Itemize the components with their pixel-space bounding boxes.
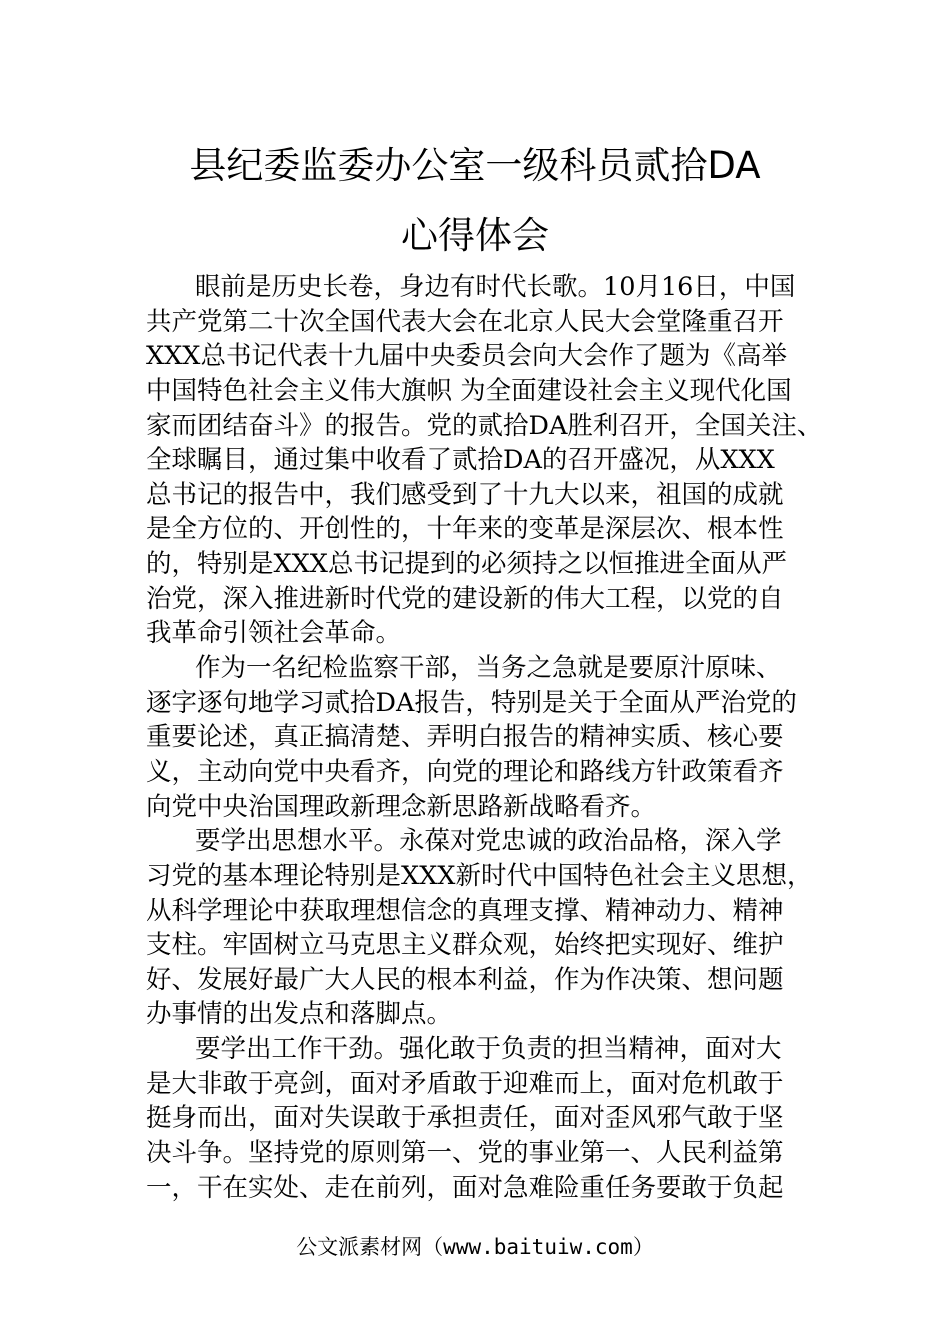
paragraph-line: 的，特别是XXX总书记提到的必须持之以恒推进全面从严 (146, 549, 787, 580)
paragraph-line: 一，干在实处、走在前列，面对急难险重任务要敢于负起 (146, 1172, 784, 1203)
paragraph-line: 从科学理论中获取理想信念的真理支撑、精神动力、精神 (146, 895, 784, 926)
paragraph-line: 要学出工作干劲。强化敢于负责的担当精神，面对大 (195, 1034, 782, 1065)
paragraph-line: 共产党第二十次全国代表大会在北京人民大会堂隆重召开 (146, 306, 784, 337)
paragraph-line: 重要论述，真正搞清楚、弄明白报告的精神实质、核心要 (146, 722, 784, 753)
paragraph-line: 眼前是历史长卷，身边有时代长歌。10月16日，中国 (195, 272, 796, 302)
paragraph-line: 向党中央治国理政新理念新思路新战略看齐。 (146, 791, 657, 822)
paragraph-line: 作为一名纪检监察干部，当务之急就是要原汁原味、 (195, 653, 782, 684)
paragraph-line: 挺身而出，面对失误敢于承担责任，面对歪风邪气敢于坚 (146, 1103, 784, 1134)
paragraph-line: 中国特色社会主义伟大旗帜 为全面建设社会主义现代化国 (146, 375, 792, 406)
paragraph-line: 支柱。牢固树立马克思主义群众观，始终把实现好、维护 (146, 930, 784, 961)
document-title-line-1: 县纪委监委办公室一级科员贰拾DA (189, 144, 761, 187)
paragraph-line: 治党，深入推进新时代党的建设新的伟大工程，以党的自 (146, 583, 784, 614)
paragraph-line: 是全方位的、开创性的，十年来的变革是深层次、根本性 (146, 514, 784, 545)
paragraph-line: 决斗争。坚持党的原则第一、党的事业第一、人民利益第 (146, 1138, 784, 1169)
paragraph-line: XXX总书记代表十九届中央委员会向大会作了题为《高举 (146, 341, 787, 372)
paragraph-line: 义，主动向党中央看齐，向党的理论和路线方针政策看齐 (146, 756, 784, 787)
paragraph-line: 家而团结奋斗》的报告。党的贰拾DA胜利召开，全国关注、 (146, 410, 823, 441)
paragraph-line: 总书记的报告中，我们感受到了十九大以来，祖国的成就 (146, 479, 784, 510)
paragraph-line: 我革命引领社会革命。 (146, 618, 402, 649)
document-body (146, 270, 826, 1205)
paragraph-line: 是大非敢于亮剑，面对矛盾敢于迎难而上，面对危机敢于 (146, 1068, 784, 1099)
paragraph-line: 逐字逐句地学习贰拾DA报告，特别是关于全面从严治党的 (146, 687, 797, 718)
paragraph-line: 要学出思想水平。永葆对党忠诚的政治品格，深入学 (195, 826, 782, 857)
footer-watermark-text: 公文派素材网（www.baituiw.com） (296, 1235, 654, 1259)
paragraph-line: 全球瞩目，通过集中收看了贰拾DA的召开盛况，从XXX (146, 445, 775, 476)
paragraph-line: 办事情的出发点和落脚点。 (146, 999, 453, 1030)
paragraph-line: 习党的基本理论特别是XXX新时代中国特色社会主义思想， (146, 860, 813, 891)
document-title-line-2: 心得体会 (401, 214, 549, 257)
paragraph-line: 好、发展好最广大人民的根本利益，作为作决策、想问题 (146, 964, 784, 995)
